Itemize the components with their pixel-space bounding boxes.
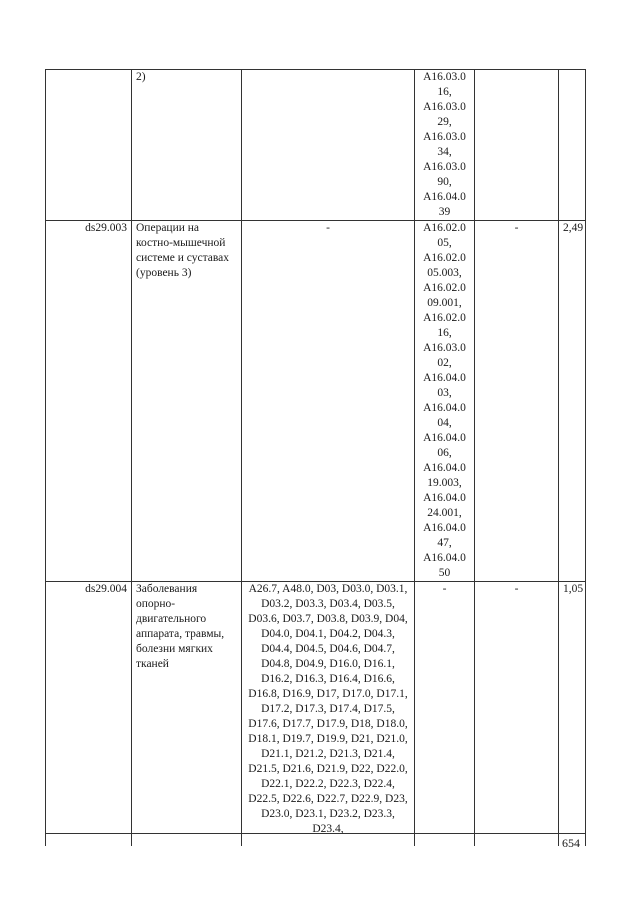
service-code: 02, — [437, 357, 452, 369]
table-row — [46, 70, 586, 221]
row-name: Операции на костно-мышечной системе и суставах (уровень 3) — [132, 221, 242, 582]
service-code: A16.04.0 — [423, 522, 466, 534]
service-code: 05, — [437, 237, 452, 249]
row-diagnoses — [242, 70, 415, 221]
table-bottom-rule — [45, 833, 585, 834]
row-name: 2) — [132, 70, 242, 221]
row-services — [415, 70, 475, 221]
service-code: 04, — [437, 417, 452, 429]
row-code: ds29.004 — [46, 582, 132, 846]
service-code: 29, — [437, 116, 452, 128]
service-code: A16.03.0 — [423, 342, 466, 354]
row-services: - — [415, 582, 475, 846]
service-code: 34, — [437, 146, 452, 158]
service-code: 09.001, — [427, 297, 462, 309]
service-code: 06, — [437, 447, 452, 459]
service-code: A16.02.0 — [423, 282, 466, 294]
row-extra: - — [475, 221, 559, 582]
service-code: 05.003, — [427, 267, 462, 279]
service-code: A16.03.0 — [423, 131, 466, 143]
row-extra: - — [475, 582, 559, 846]
row-code — [46, 70, 132, 221]
service-code: A16.03.0 — [423, 161, 466, 173]
row-coef: 2,49 — [559, 221, 586, 582]
service-code: A16.04.0 — [423, 372, 466, 384]
service-code: A16.02.0 — [423, 252, 466, 264]
service-code: A16.02.0 — [423, 312, 466, 324]
page-number: 654 — [562, 836, 580, 850]
table-row — [46, 582, 586, 846]
service-code: A16.03.0 — [423, 101, 466, 113]
service-code: A16.04.0 — [423, 552, 466, 564]
row-name: Заболевания опорно-двигательного аппарата, травмы, болезни мягких тканей — [132, 582, 242, 846]
service-code: 03, — [437, 387, 452, 399]
service-code: A16.04.0 — [423, 492, 466, 504]
row-diagnoses: A26.7, A48.0, D03, D03.0, D03.1, D03.2, D03.3, D03.4, D03.5, D03.6, D03.7, D03.8, D03.9, D04, D04.0, D04.1, D04.2, D04.3, D04.4, D04.5, D04.6, D04.7, D04.8, D04.9, D16.0, D16.1, D16.2, D16.3, D16.4, D16.6, D16.8, D16.9, D17, D17.0, D17.1, D17.2, D17.3, D17.4, D17.5, D17.6, D17.7, D17.9, D18, D18.0, D18.1, D19.7, D19.9, D21, D21.0, D21.1, D21.2, D21.3, D21.4, D21.5, D21.6, D21.9, D22, D22.0, D22.1, D22.2, D22.3, D22.4, D22.5, D22.6, D22.7, D22.9, D23, D23.0, D23.1, D23.2, D23.3, D23.4, — [242, 582, 415, 846]
service-code: 90, — [437, 176, 452, 188]
tariff-table — [45, 69, 586, 846]
row-coef: 1,05 — [559, 582, 586, 846]
service-code: 39 — [438, 206, 451, 218]
row-diagnoses: - — [242, 221, 415, 582]
service-code: A16.04.0 — [423, 432, 466, 444]
service-code: 19.003, — [427, 477, 462, 489]
service-code: 24.001, — [427, 507, 462, 519]
table-row — [46, 221, 586, 582]
service-code: A16.02.0 — [423, 222, 466, 234]
service-code: 16, — [437, 327, 452, 339]
service-code: A16.04.0 — [423, 402, 466, 414]
service-code: A16.03.0 — [423, 71, 466, 83]
service-code: A16.04.0 — [423, 191, 466, 203]
row-code: ds29.003 — [46, 221, 132, 582]
row-coef — [559, 70, 586, 221]
service-code: 50 — [438, 567, 451, 579]
service-code: 47, — [437, 537, 452, 549]
row-services — [415, 221, 475, 582]
service-code: A16.04.0 — [423, 462, 466, 474]
row-extra — [475, 70, 559, 221]
service-code: 16, — [437, 86, 452, 98]
